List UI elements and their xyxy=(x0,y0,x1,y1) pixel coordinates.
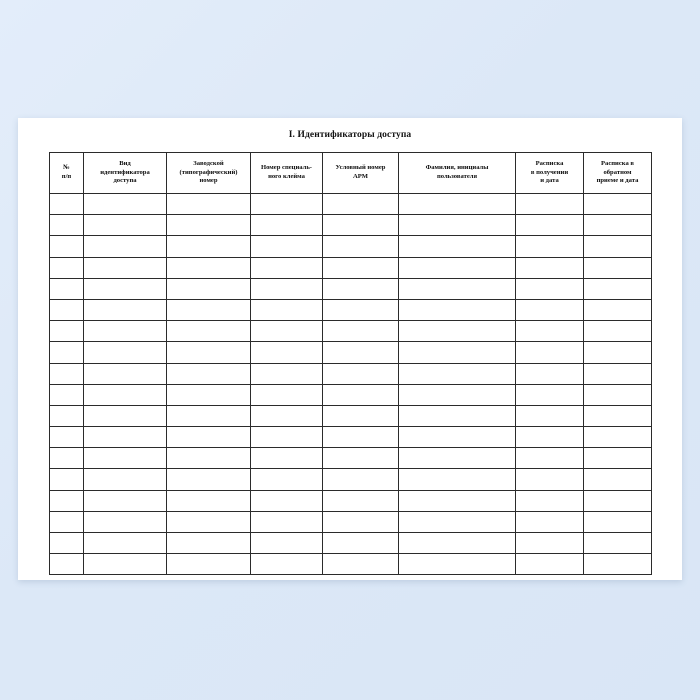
table-cell[interactable] xyxy=(323,194,399,215)
table-cell[interactable] xyxy=(251,299,323,320)
table-cell[interactable] xyxy=(50,469,84,490)
table-cell[interactable] xyxy=(251,469,323,490)
table-row[interactable] xyxy=(50,469,652,490)
column-header-workstation-number xyxy=(323,153,399,194)
table-cell[interactable] xyxy=(323,363,399,384)
table-cell[interactable] xyxy=(516,278,584,299)
document-page xyxy=(18,118,682,580)
table-cell[interactable] xyxy=(251,554,323,575)
table-cell[interactable] xyxy=(323,469,399,490)
table-cell[interactable] xyxy=(84,427,167,448)
table-cell[interactable] xyxy=(84,405,167,426)
table-cell[interactable] xyxy=(323,448,399,469)
table-cell[interactable] xyxy=(167,257,251,278)
column-header-return-signature-line-1: Расписка в xyxy=(601,159,634,167)
table-cell[interactable] xyxy=(50,215,84,236)
table-cell[interactable] xyxy=(399,533,516,554)
page-title: I. Идентификаторы доступа xyxy=(288,130,412,140)
table-cell[interactable] xyxy=(516,511,584,532)
column-header-receipt-signature-line-3: и дата xyxy=(540,177,559,185)
table-cell[interactable] xyxy=(584,427,652,448)
table-cell[interactable] xyxy=(251,384,323,405)
table-cell[interactable] xyxy=(323,554,399,575)
table-cell[interactable] xyxy=(50,363,84,384)
column-header-receipt-signature-line-2: в получении xyxy=(530,168,569,176)
table-cell[interactable] xyxy=(84,384,167,405)
table-cell[interactable] xyxy=(50,554,84,575)
column-header-stamp-number xyxy=(251,153,323,194)
table-cell[interactable] xyxy=(167,511,251,532)
table-cell[interactable] xyxy=(516,257,584,278)
table-cell[interactable] xyxy=(167,427,251,448)
table-cell[interactable] xyxy=(167,215,251,236)
table-cell[interactable] xyxy=(516,321,584,342)
table-cell[interactable] xyxy=(167,554,251,575)
table-row[interactable] xyxy=(50,278,652,299)
table-cell[interactable] xyxy=(323,215,399,236)
table-cell[interactable] xyxy=(167,278,251,299)
table-cell[interactable] xyxy=(584,554,652,575)
table-cell[interactable] xyxy=(84,363,167,384)
table-cell[interactable] xyxy=(50,384,84,405)
table-row[interactable] xyxy=(50,236,652,257)
table-cell[interactable] xyxy=(251,215,323,236)
table-cell[interactable] xyxy=(399,363,516,384)
table-cell[interactable] xyxy=(50,427,84,448)
table-cell[interactable] xyxy=(84,194,167,215)
table-cell[interactable] xyxy=(84,257,167,278)
column-header-factory-number xyxy=(167,153,251,194)
table-row[interactable] xyxy=(50,427,652,448)
table-cell[interactable] xyxy=(84,533,167,554)
table-cell[interactable] xyxy=(399,278,516,299)
table-cell[interactable] xyxy=(84,469,167,490)
column-header-number-line-2: п/п xyxy=(61,173,72,180)
table-cell[interactable] xyxy=(323,342,399,363)
table-cell[interactable] xyxy=(50,448,84,469)
table-cell[interactable] xyxy=(584,278,652,299)
table-cell[interactable] xyxy=(84,554,167,575)
table-cell[interactable] xyxy=(584,257,652,278)
table-cell[interactable] xyxy=(584,490,652,511)
table-cell[interactable] xyxy=(50,490,84,511)
column-header-identifier-type-line-3: доступа xyxy=(113,177,137,185)
table-cell[interactable] xyxy=(584,342,652,363)
table-cell[interactable] xyxy=(516,554,584,575)
table-row[interactable] xyxy=(50,533,652,554)
column-header-number xyxy=(50,153,84,194)
table-cell[interactable] xyxy=(516,490,584,511)
table-row[interactable] xyxy=(50,384,652,405)
column-header-identifier-type-line-1: Вид xyxy=(119,159,131,167)
table-cell[interactable] xyxy=(399,257,516,278)
table-cell[interactable] xyxy=(584,215,652,236)
table-cell[interactable] xyxy=(584,511,652,532)
table-cell[interactable] xyxy=(516,405,584,426)
column-header-identifier-type-line-2: идентификатора xyxy=(100,168,150,176)
table-cell[interactable] xyxy=(167,405,251,426)
table-cell[interactable] xyxy=(399,384,516,405)
table-row[interactable] xyxy=(50,554,652,575)
table-row[interactable] xyxy=(50,405,652,426)
table-cell[interactable] xyxy=(584,194,652,215)
table-cell[interactable] xyxy=(50,299,84,320)
table-cell[interactable] xyxy=(399,342,516,363)
table-cell[interactable] xyxy=(167,469,251,490)
table-cell[interactable] xyxy=(584,363,652,384)
table-cell[interactable] xyxy=(399,427,516,448)
table-cell[interactable] xyxy=(251,490,323,511)
column-header-number-line-1: № xyxy=(63,164,70,172)
table-row[interactable] xyxy=(50,363,652,384)
table-cell[interactable] xyxy=(323,299,399,320)
column-header-user-name-line-2: пользователя xyxy=(436,173,478,180)
column-header-workstation-number-line-2: АРМ xyxy=(353,173,368,180)
table-cell[interactable] xyxy=(399,236,516,257)
table-cell[interactable] xyxy=(323,257,399,278)
table-cell[interactable] xyxy=(584,321,652,342)
table-cell[interactable] xyxy=(516,342,584,363)
column-header-stamp-number-line-2: ного клейма xyxy=(268,173,305,180)
table-row[interactable] xyxy=(50,511,652,532)
table-cell[interactable] xyxy=(84,490,167,511)
table-cell[interactable] xyxy=(399,554,516,575)
table-cell[interactable] xyxy=(167,448,251,469)
table-cell[interactable] xyxy=(323,427,399,448)
table-cell[interactable] xyxy=(399,299,516,320)
table-row[interactable] xyxy=(50,321,652,342)
table-row[interactable] xyxy=(50,257,652,278)
table-cell[interactable] xyxy=(251,448,323,469)
table-cell[interactable] xyxy=(167,299,251,320)
table-header xyxy=(50,153,652,194)
table-row[interactable] xyxy=(50,342,652,363)
table-cell[interactable] xyxy=(399,511,516,532)
table-cell[interactable] xyxy=(584,236,652,257)
table-cell[interactable] xyxy=(50,342,84,363)
column-header-factory-number-line-1: Заводской xyxy=(193,159,224,167)
table-cell[interactable] xyxy=(399,448,516,469)
table-cell[interactable] xyxy=(50,278,84,299)
table-cell[interactable] xyxy=(251,342,323,363)
table-cell[interactable] xyxy=(50,236,84,257)
table-cell[interactable] xyxy=(84,448,167,469)
access-identifiers-table-wrapper xyxy=(49,152,651,575)
column-header-receipt-signature-line-1: Расписка xyxy=(535,159,564,167)
table-cell[interactable] xyxy=(167,533,251,554)
table-cell[interactable] xyxy=(84,299,167,320)
table-cell[interactable] xyxy=(251,511,323,532)
table-row[interactable] xyxy=(50,299,652,320)
table-cell[interactable] xyxy=(323,236,399,257)
table-cell[interactable] xyxy=(251,194,323,215)
table-body xyxy=(50,194,652,575)
table-cell[interactable] xyxy=(251,278,323,299)
table-cell[interactable] xyxy=(251,363,323,384)
column-header-return-signature-line-2: обратном xyxy=(603,168,632,176)
column-header-factory-number-line-3: номер xyxy=(199,177,218,185)
table-cell[interactable] xyxy=(399,405,516,426)
table-cell[interactable] xyxy=(323,321,399,342)
table-cell[interactable] xyxy=(50,321,84,342)
table-cell[interactable] xyxy=(323,511,399,532)
table-cell[interactable] xyxy=(516,215,584,236)
table-row[interactable] xyxy=(50,215,652,236)
table-cell[interactable] xyxy=(516,363,584,384)
column-header-factory-number-line-2: (типографический) xyxy=(179,168,238,176)
table-cell[interactable] xyxy=(251,257,323,278)
table-cell[interactable] xyxy=(516,533,584,554)
table-cell[interactable] xyxy=(516,299,584,320)
table-cell[interactable] xyxy=(584,469,652,490)
table-cell[interactable] xyxy=(516,448,584,469)
table-cell[interactable] xyxy=(399,321,516,342)
column-header-return-signature xyxy=(584,153,652,194)
table-cell[interactable] xyxy=(251,321,323,342)
table-cell[interactable] xyxy=(399,194,516,215)
table-cell[interactable] xyxy=(584,299,652,320)
table-cell[interactable] xyxy=(399,215,516,236)
table-cell[interactable] xyxy=(251,427,323,448)
table-cell[interactable] xyxy=(584,405,652,426)
table-cell[interactable] xyxy=(84,236,167,257)
table-cell[interactable] xyxy=(84,215,167,236)
table-cell[interactable] xyxy=(167,321,251,342)
table-row[interactable] xyxy=(50,194,652,215)
table-cell[interactable] xyxy=(50,533,84,554)
table-cell[interactable] xyxy=(584,533,652,554)
table-cell[interactable] xyxy=(323,278,399,299)
table-cell[interactable] xyxy=(251,533,323,554)
table-cell[interactable] xyxy=(84,321,167,342)
column-header-receipt-signature xyxy=(516,153,584,194)
table-header-row xyxy=(50,153,652,194)
table-cell[interactable] xyxy=(84,278,167,299)
table-cell[interactable] xyxy=(251,236,323,257)
column-header-return-signature-line-3: приеме и дата xyxy=(596,177,639,185)
column-header-user-name xyxy=(399,153,516,194)
table-cell[interactable] xyxy=(584,448,652,469)
table-cell[interactable] xyxy=(167,342,251,363)
table-cell[interactable] xyxy=(167,194,251,215)
table-cell[interactable] xyxy=(323,384,399,405)
column-header-identifier-type xyxy=(84,153,167,194)
access-identifiers-table xyxy=(49,152,652,575)
table-cell[interactable] xyxy=(516,469,584,490)
table-cell[interactable] xyxy=(584,384,652,405)
table-cell[interactable] xyxy=(84,342,167,363)
table-cell[interactable] xyxy=(167,384,251,405)
table-cell[interactable] xyxy=(50,257,84,278)
column-header-stamp-number-line-1: Номер специаль- xyxy=(260,164,313,172)
table-cell[interactable] xyxy=(516,194,584,215)
table-cell[interactable] xyxy=(167,363,251,384)
table-cell[interactable] xyxy=(323,405,399,426)
table-cell[interactable] xyxy=(516,236,584,257)
table-cell[interactable] xyxy=(50,194,84,215)
table-cell[interactable] xyxy=(84,511,167,532)
table-cell[interactable] xyxy=(516,427,584,448)
table-cell[interactable] xyxy=(399,469,516,490)
table-cell[interactable] xyxy=(50,405,84,426)
table-row[interactable] xyxy=(50,448,652,469)
table-cell[interactable] xyxy=(50,511,84,532)
table-cell[interactable] xyxy=(323,533,399,554)
column-header-user-name-line-1: Фамилия, инициалы xyxy=(425,164,489,172)
column-header-workstation-number-line-1: Условный номер xyxy=(335,164,386,172)
table-cell[interactable] xyxy=(323,490,399,511)
table-cell[interactable] xyxy=(167,490,251,511)
table-cell[interactable] xyxy=(251,405,323,426)
table-cell[interactable] xyxy=(167,236,251,257)
table-cell[interactable] xyxy=(399,490,516,511)
table-row[interactable] xyxy=(50,490,652,511)
table-cell[interactable] xyxy=(516,384,584,405)
